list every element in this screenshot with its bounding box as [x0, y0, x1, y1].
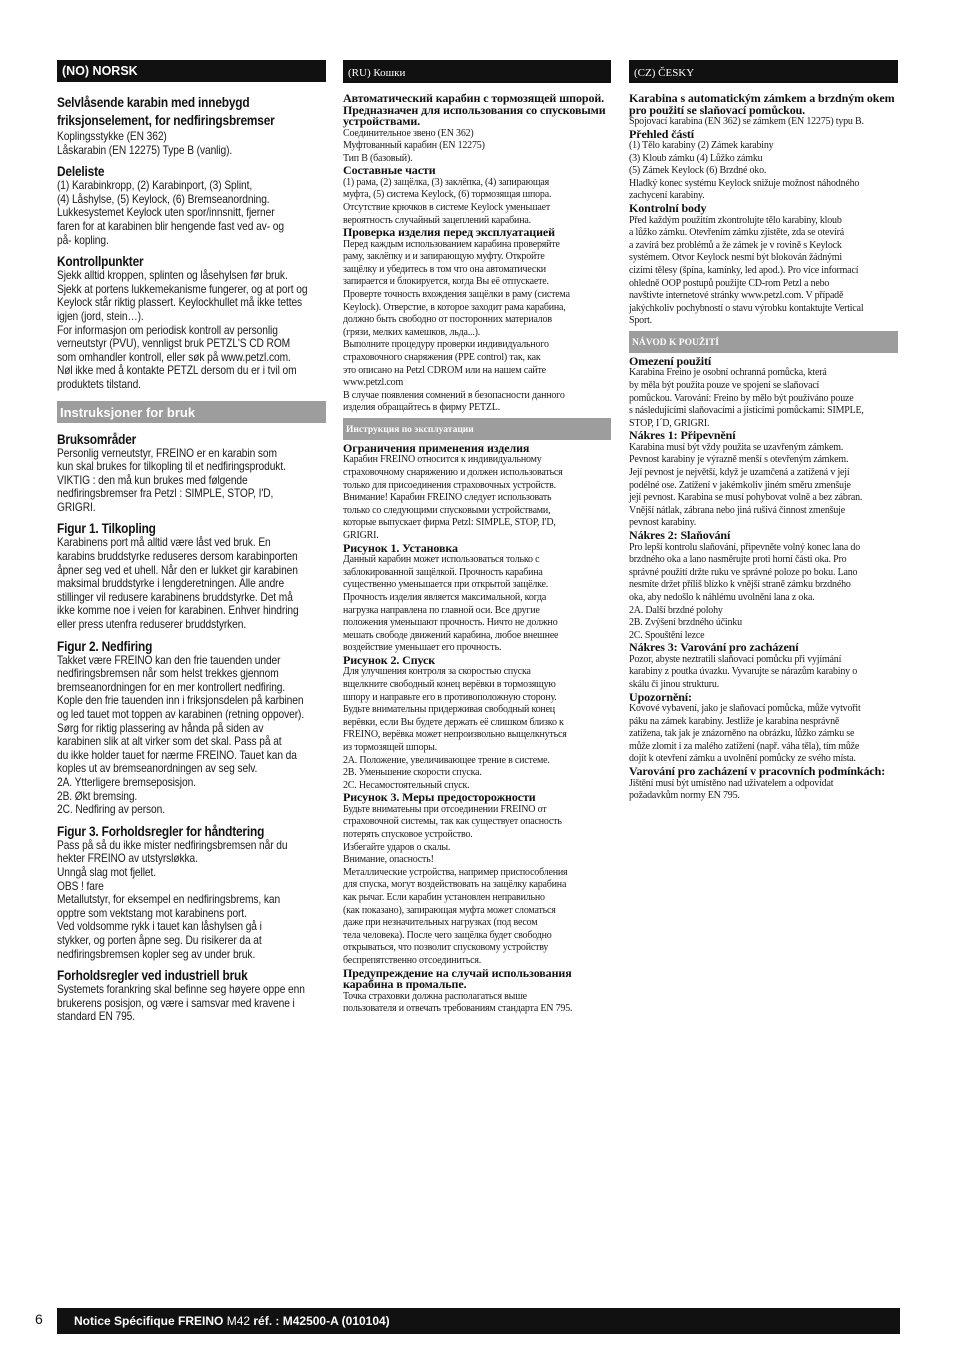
section-control: [629, 203, 898, 328]
section-title: Figur 1. Tilkopling: [57, 521, 156, 537]
lang-header-russian: (RU) Кошки: [343, 60, 611, 83]
section-body: Personlig verneutstyr, FREINO er en karabin som kun skal brukes for tilkopling til et nedfiringsprodukt. VIKTIG : den må kun brukes med følgende nedfiringsbremser fra Petzl : SIMPLE, STOP, I'D, GRIGRI.: [57, 445, 286, 514]
section-body: Точка страховки должна располагаться выше пользователя и отвечать требованиям стандарта EN 795.: [343, 990, 573, 1015]
section-deleliste: [57, 165, 326, 247]
section-title: Рисунок 3. Меры предосторожности: [343, 790, 536, 805]
section-title: Selvlåsende karabin med innebygd friksjonselement, for nedfiringsbremser: [57, 95, 275, 128]
footer-label: Notice Spécifique FREINO: [74, 1314, 224, 1328]
section-body: Takket være FREINO kan den frie tauenden under nedfiringsbremsen når som helst trekkes gjennom bremseanordningen for en mer kontrollert nedfiring. Kople den frie tauenden inn i friksjonsdelen på karbinen og led tauet mot toppen av karabinen (retning oppover). Sørg for riktig plassering av hånda på siden av karabinen slik at alt virker som det skal. Pass på at du ikke holder tauet for nærme FREINO. Tauet kan da koples ut av bremseanordningen av seg selv. 2A. Ytterligere bremseposisjon. 2B. Økt bremsing. 2C. Nedfiring av person.: [57, 652, 305, 817]
column-russian: [343, 60, 611, 1016]
section-body: (1) Karabinkropp, (2) Karabinport, (3) Splint, (4) Låshylse, (5) Keylock, (6) Bremseanordning. Lukkesystemet Keylock uten spor/innsnitt, fjerner faren for at karabinen blir hengende fast ved av- og på- kopling.: [57, 178, 284, 247]
column-norsk: [57, 60, 326, 1024]
section-industriell: [57, 969, 326, 1024]
lang-header-czech: (CZ) ČESKY: [629, 60, 898, 83]
instructions-bar: NÁVOD K POUŽITÍ: [629, 331, 898, 353]
section-title: Рисунок 2. Спуск: [343, 652, 436, 667]
section-title: Varování pro zacházení v pracovních podmínkách:: [629, 764, 886, 779]
section-figur-1: [57, 522, 326, 631]
section-fig-2: [343, 652, 611, 792]
section-title: Ограничения применения изделия: [343, 440, 530, 455]
section-figur-2: [57, 640, 326, 817]
instructions-bar: Инструкция по эксплуатации: [343, 418, 611, 440]
section-body: Karabina Freino je osobní ochranná pomůcka, která by měla být použita pouze ve spojení se slaňovací pomůckou. Varování: Freino by mělo být používáno pouze s následujícími slaňovacími a jisticími pomůckami: SIMPLE, STOP, I´D, GRIGRI.: [629, 367, 864, 429]
section-body: Sjekk alltid kroppen, splinten og låsehylsen før bruk. Sjekk at portens lukkemekanisme fungerer, og at port og Keylock står riktig plassert. Keylockhullet må ikke tettes igjen (jord, stein…). For informasjon om periodisk kontroll av personlig verneutstyr (PVU), vennligst bruk PETZL'S CD ROM som omhandler kontroll, eller søk på www.petzl.com. Nøl ikke med å kontakte PETZL dersom du er i tvil om produktets tilstand.: [57, 268, 308, 391]
instructions-bar: Instruksjoner for bruk: [57, 401, 326, 423]
section-fig-3: [629, 642, 898, 691]
footer-model: M42: [226, 1314, 251, 1328]
page-number: 6: [35, 1311, 43, 1327]
section-title: Nákres 3: Varování pro zacházení: [629, 640, 799, 655]
section-figur-3: [57, 825, 326, 961]
section-body: Для улучшения контроля за скоростью спуска вщелкните свободный конец верёвки в тормозящую шпору и направьте его в противоположную сторону. Будьте внимательны придерживая свободный конец верёвки, если Вы будете держать её слишком близко к FREINO, верёвка может непроизвольно выщелкнуться из тормозящей шпоры. 2A. Положение, увеличивающее трение в системе. 2B. Уменьшение скорости спуска. 2C. Несамостоятельный спуск.: [343, 666, 567, 791]
section-check: [343, 227, 611, 415]
section-title: Предупреждение на случай использования карабина в промальпе.: [343, 965, 572, 992]
section-title: Nákres 1: Připevnění: [629, 428, 736, 443]
section-body: Карабин FREINO относится к индивидуальному страховочному снаряжению и должен использоваться только для присоединения страховочных устройств. Внимание! Карабин FREINO следует использовать только со следующими спусковыми устройствами, которые выпускает фирма Petzl: SIMPLE, STOP, I'D, GRIGRI.: [343, 454, 563, 542]
section-title: Kontrolní body: [629, 201, 707, 216]
section-title: Figur 3. Forholdsregler for håndtering: [57, 823, 265, 839]
section-title: Составные части: [343, 163, 436, 178]
section-body: (1) Tělo karabiny (2) Zámek karabiny (3) Kloub zámku (4) Lůžko zámku (5) Zámek Keylock (6) Brzdné oko. Hladký konec systému Keylock snižuje možnost náhodného zachycení karabiny.: [629, 140, 860, 202]
section-title: Рисунок 1. Установка: [343, 540, 458, 555]
section-body: Данный карабин может использоваться только с заблокированной защёлкой. Прочность карабина существенно уменьшается при открытой защёлке. Прочность изделия является максимальной, когда нагрузка направлена по главной оси. Все другие положения уменьшают прочность. Ничто не должно мешать свободе движений карабина, любое внешнее воздействие уменьшает его прочность.: [343, 554, 559, 654]
section-title: Kontrollpunkter: [57, 254, 144, 270]
section-parts: [343, 165, 611, 227]
section-warning: [629, 689, 898, 766]
section-body: Karabina musí být vždy použita se uzavřeným zámkem. Pevnost karabiny je výrazně menší s otevřeným zámkem. Její pevnost je největší, když je uzamčená a zatížená v její podélné ose. Zatížení v jakémkoliv jiném směru zmenšuje její pevnost. Karabina se musí pohybovat volně a bez zábran. Vnější nátlak, zábrana nebo jiná rušivá činnost zmenšuje pevnost karabiny.: [629, 441, 863, 529]
section-work: [629, 766, 898, 803]
section-intro: [343, 93, 611, 165]
section-title: Проверка изделия перед эксплуатацией: [343, 225, 555, 240]
section-title: Omezení použití: [629, 353, 712, 368]
column-czech: [629, 60, 898, 803]
section-title: Upozornění:: [629, 689, 692, 704]
section-body: Před každým použitím zkontrolujte tělo karabiny, kloub a lůžko zámku. Otevřením zámku zjistěte, zda se otevírá a zavírá bez problémů a že zámek je v rovině s Keylock systémem. Otvor Keylock nesmí být blokován žádnými cizími tělesy (špína, kamínky, led apod.). Pro více informací ohledně OOP postupů použijte CD-rom Petzl a nebo navštivte internetové stránky www.petzl.com. V případě jakýchkoliv pochybností o stavu výrobku kontaktujte Vertical Sport.: [629, 214, 864, 327]
section-parts: [629, 126, 898, 203]
section-title: Karabina s automatickým zámkem a brzdným okem pro použití se slaňovací pomůckou.: [629, 91, 895, 117]
section-intro: [629, 93, 898, 129]
section-body: (1) рама, (2) защёлка, (3) заклёпка, (4) запирающая муфта, (5) система Keylock, (6) тормозящая шпора. Отсутствие крючков в системе Keylock уменьшает вероятность случайный зацеплений карабина.: [343, 176, 552, 226]
section-body: Spojovací karabina (EN 362) se zámkem (EN 12275) typu B.: [629, 116, 864, 127]
section-fig-1: [343, 540, 611, 655]
section-body: Karabinens port må alltid være låst ved bruk. En karabins bruddstyrke reduseres dersom karabinporten åpner seg ved et uhell. Når den er lukket gir karabinen maksimal bruddstyrke i lengderetningen. Alle andre stillinger vil redusere karabinens bruddstyrke. Det må ikke komme noe i veien for karabinen. Enhver hindring eller press utenfra reduserer bruddstyrken.: [57, 535, 299, 632]
section-body: Будьте вниматеьны при отсоединении FREINO от страховочной системы, так как существует опасность потерять спусковое устройство. Избегайте ударов о скалы. Внимание, опасность! Металлические устройства, например приспособления для спуска, могут воздействовать на защёлку карабина как рычаг. Если карабин установлен неправильно (как показано), запирающая муфта может сломаться даже при незначительных нагрузках (под весом тела человека). После чего защёлка будет свободно открываться, что позволит спусковому устройству беспрепятственно отсоединиться.: [343, 803, 568, 966]
section-limits: [629, 353, 898, 430]
section-title: Bruksområder: [57, 431, 137, 447]
section-body: Перед каждым использованием карабина проверяйте раму, заклёпку и и запирающую муфту. Откройте защёлку и убедитесь в том что она автоматически запирается и блокируется, когда Вы её отпускаете. Проверте точность вхождения защёлки в раму (система Keylock). Отверстие, в которое заходит рама карабина, должно быть свободно от посторонних материалов (грязи, мелких камешков, льда...). Выполните процедуру проверки индивидуального страховочного снаряжения (PPE control) так, как это описано на Petzl CDROM или на нашем сайте www.petzl.com В случае появления сомнений в безопасности данного изделия обращайтесь в фирму PETZL.: [343, 238, 570, 414]
section-bruksomrader: [57, 433, 326, 515]
section-body: Jištění musí být umístěno nad uživatelem a odpovídat požadavkům normy EN 795.: [629, 777, 834, 802]
section-fig-2: [629, 530, 898, 642]
section-kontrollpunkter: [57, 255, 326, 391]
section-body: Kovové vybavení, jako je slaňovací pomůcka, může vytvořit páku na zámek karabiny. Jestliže je karabina nesprávně zatížena, tak jak je znázorněno na obrázku, lůžko zámku se může zlomit i za malého zatížení (např. váha těla), tím může dojít k otevření zámku a uvolnění pomůcky ze svého místa.: [629, 703, 861, 765]
section-body: Systemets forankring skal befinne seg høyere oppe enn brukerens posisjon, og være i samsvar med kravene i standard EN 795.: [57, 982, 305, 1024]
lang-header-norsk: (NO) NORSK: [57, 60, 326, 82]
section-intro: [57, 94, 326, 157]
section-title: Nákres 2: Slaňování: [629, 528, 731, 543]
section-title: Figur 2. Nedfiring: [57, 638, 153, 654]
section-title: Přehled částí: [629, 126, 695, 141]
section-body: Pro lepší kontrolu slaňování, připevněte volný konec lana do brzdného oka a lano nasměrujte proti horní části oka. Pro správné použití držte ruku ve správné poloze po boku. Lano nesmíte držet příliš blízko k vnější straně zámku brzdného oka, aby nedošlo k náhlému uvolnění lana z oka. 2A. Další brzdné polohy 2B. Zvýšení brzdného účinku 2C. Spouštění lezce: [629, 541, 860, 641]
section-body: Соединительное звено (EN 362) Муфтованный карабин (EN 12275) Тип B (базовый).: [343, 127, 485, 164]
section-body: Pass på så du ikke mister nedfiringsbremsen når du hekter FREINO av utstyrsløkka. Unngå slag mot fjellet. OBS ! fare Metallutstyr, for eksempel en nedfiringsbrems, kan opptre som vektstang mot karabinens port. Ved voldsomme rykk i tauet kan låshylsen gå i stykker, og porten åpne seg. Du risikerer da at nedfiringsbremsen kopler seg av under bruk.: [57, 837, 288, 961]
footer-bar: [57, 1308, 900, 1334]
section-fig-3: [343, 792, 611, 967]
section-body: Pozor, abyste neztratili slaňovací pomůcku při vyjímání karabiny z poutka úvazku. Vyvarujte se nárazům karabiny o skálu či jinou strukturu.: [629, 653, 858, 690]
section-title: Автоматический карабин с тормозящей шпорой. Предназначен для использования со спусковыми устройствами.: [343, 91, 606, 128]
section-title: Forholdsregler ved industriell bruk: [57, 968, 248, 984]
section-title: Deleliste: [57, 164, 105, 180]
section-body: Koplingsstykke (EN 362) Låskarabin (EN 12275) Type B (vanlig).: [57, 129, 233, 157]
section-limits: [343, 440, 611, 543]
section-fig-1: [629, 430, 898, 530]
footer-ref: réf. : M42500-A (010104): [253, 1314, 390, 1328]
section-industry: [343, 965, 611, 1016]
